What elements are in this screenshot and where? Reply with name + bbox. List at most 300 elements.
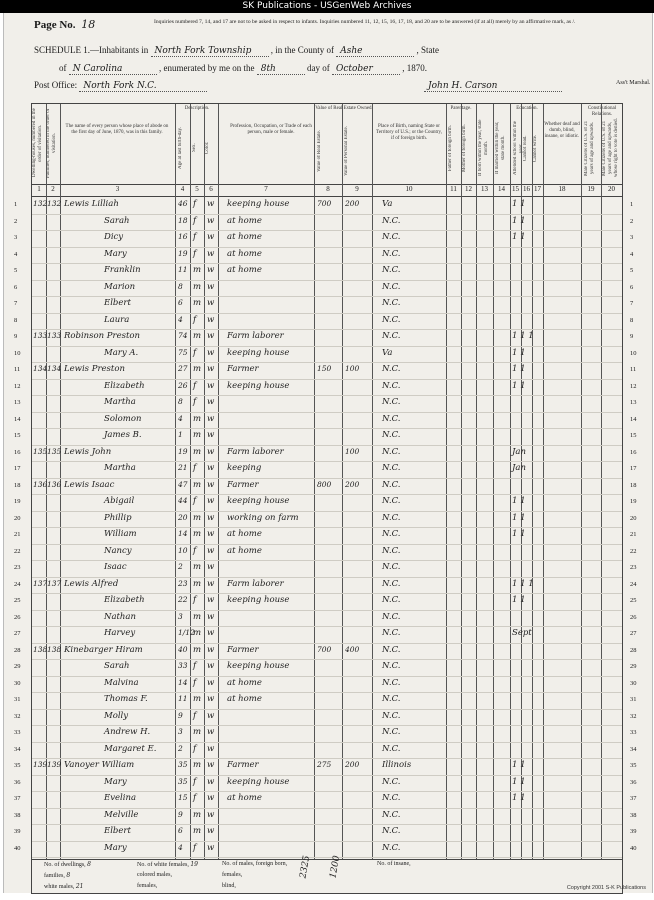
column-number: 15 xyxy=(512,185,519,193)
cell-re: 150 xyxy=(317,364,332,373)
cell-age: 3 xyxy=(178,727,183,736)
cell-sex: m xyxy=(193,281,202,292)
row-number-right: 20 xyxy=(630,514,637,522)
census-row xyxy=(14,329,634,347)
cell-name: Lewis Isaac xyxy=(64,479,115,490)
cell-fam: 138 xyxy=(47,644,62,654)
census-row xyxy=(14,428,637,446)
cell-name: Malvina xyxy=(104,677,139,688)
colored-females-count: females, xyxy=(137,883,158,889)
cell-color: w xyxy=(207,512,215,523)
cell-re: 700 xyxy=(317,199,332,208)
census-row xyxy=(14,412,637,430)
row-number-right: 3 xyxy=(630,234,634,241)
row-number-right: 27 xyxy=(630,630,637,637)
cell-birth: N.C. xyxy=(382,809,401,820)
census-row xyxy=(14,313,634,331)
cell-birth: N.C. xyxy=(382,430,401,440)
cell-age: 44 xyxy=(178,496,188,505)
cell-age: 1 xyxy=(178,430,183,439)
parentage-head: Parentage. xyxy=(450,106,472,111)
cell-color: w xyxy=(207,611,215,622)
cell-occ: keeping house xyxy=(227,776,290,787)
row-number-left: 33 xyxy=(14,729,21,736)
cell-color: w xyxy=(207,727,215,737)
cell-dw: 135 xyxy=(33,446,48,456)
cell-name: Melville xyxy=(104,809,139,820)
cell-birth: N.C. xyxy=(382,842,401,853)
cell-birth: Va xyxy=(382,199,393,209)
census-row xyxy=(14,709,637,727)
cell-marks: 1 1 xyxy=(512,199,526,209)
cell-sex: m xyxy=(193,826,202,836)
row-number-right: 9 xyxy=(630,333,634,340)
row-number-right: 22 xyxy=(630,547,637,555)
row-number-right: 25 xyxy=(630,597,637,604)
row-number-left: 11 xyxy=(14,366,21,373)
cell-age: 6 xyxy=(178,298,183,307)
cell-name: Mary xyxy=(104,842,127,853)
col9-head: Value of Personal Estate. xyxy=(344,126,349,177)
row-number-left: 16 xyxy=(14,448,21,456)
row-number-left: 21 xyxy=(14,531,21,538)
cell-sex: f xyxy=(193,232,197,242)
cell-color: w xyxy=(207,661,215,671)
census-row xyxy=(14,346,637,364)
col8-head: Value of Real Estate. xyxy=(317,130,322,173)
cell-birth: N.C. xyxy=(382,479,401,490)
cell-color: w xyxy=(207,677,215,688)
row-number-right: 28 xyxy=(630,646,637,654)
column-number: 8 xyxy=(326,185,330,193)
cell-marks: 1 1 xyxy=(512,380,526,391)
row-number-right: 19 xyxy=(630,498,637,505)
cell-color: w xyxy=(207,644,215,655)
row-number-right: 40 xyxy=(630,844,637,852)
census-row xyxy=(14,296,634,314)
census-row xyxy=(14,593,637,611)
cell-color: w xyxy=(207,463,215,473)
cell-birth: N.C. xyxy=(382,661,401,671)
row-number-left: 7 xyxy=(14,300,18,307)
cell-age: 27 xyxy=(178,364,188,373)
cell-birth: N.C. xyxy=(382,314,401,325)
cell-name: Elizabeth xyxy=(104,595,145,605)
cell-birth: N.C. xyxy=(382,595,401,605)
cell-fam: 136 xyxy=(47,479,62,489)
cell-marks: 1 1 xyxy=(512,347,526,358)
cell-marks: 1 1 1 xyxy=(512,578,534,589)
cell-occ: keeping house xyxy=(227,595,290,605)
cell-sex: m xyxy=(193,265,202,275)
cell-name: Elbert xyxy=(104,298,131,308)
census-row xyxy=(14,230,634,248)
cell-age: 11 xyxy=(178,694,188,703)
row-number-left: 30 xyxy=(14,679,21,687)
column-number: 12 xyxy=(465,185,472,193)
cell-color: w xyxy=(207,776,215,787)
cell-age: 23 xyxy=(178,578,188,588)
cell-sex: f xyxy=(193,776,197,787)
col17-head: Cannot write. xyxy=(533,134,538,162)
census-row xyxy=(14,676,637,694)
cell-age: 33 xyxy=(178,661,188,670)
cell-age: 35 xyxy=(178,760,188,769)
cell-name: Thomas F. xyxy=(104,694,148,704)
col12-head: Mother of foreign birth. xyxy=(462,124,467,172)
page-number-value: 18 xyxy=(81,18,96,31)
post-office-field: North Fork N.C. xyxy=(79,81,207,92)
cell-sex: m xyxy=(193,644,202,655)
cell-birth: N.C. xyxy=(382,446,401,457)
cell-color: w xyxy=(207,479,215,490)
census-row xyxy=(14,247,634,265)
cell-color: w xyxy=(207,595,215,605)
instructions: Inquiries numbered 7, 14, and 17 are not to be asked in respect to infants. Inquiries numbered 11, 12, 15, 16, 17, 18, and 20 are to be answered (if at all) merely by an affirmative mark, as /. xyxy=(154,19,576,25)
cell-age: 35 xyxy=(178,776,188,786)
column-number: 18 xyxy=(558,185,566,193)
cell-color: w xyxy=(207,347,215,358)
cell-color: w xyxy=(207,710,215,721)
cell-occ: at home xyxy=(227,232,262,242)
cell-sex: m xyxy=(193,611,202,622)
row-number-left: 27 xyxy=(14,630,21,637)
row-number-left: 31 xyxy=(14,696,21,703)
column-number: 9 xyxy=(355,185,359,193)
row-number-left: 14 xyxy=(14,415,21,423)
cell-marks: 1 1 xyxy=(512,232,526,242)
census-row xyxy=(14,610,637,628)
row-number-right: 30 xyxy=(630,679,637,687)
cell-re: 800 xyxy=(317,479,332,489)
colored-males-count: colored males, xyxy=(137,872,172,878)
cell-birth: N.C. xyxy=(382,628,401,638)
cell-pe: 200 xyxy=(345,760,360,769)
cell-birth: N.C. xyxy=(382,826,401,836)
cell-birth: N.C. xyxy=(382,562,401,572)
row-number-right: 6 xyxy=(630,283,634,291)
cell-name: Sarah xyxy=(104,215,130,226)
row-number-right: 11 xyxy=(630,366,637,373)
col11-head: Father of foreign birth. xyxy=(448,125,453,171)
cell-age: 8 xyxy=(178,281,183,291)
cell-occ: keeping house xyxy=(227,661,290,671)
cell-name: Mary xyxy=(104,776,127,787)
census-row xyxy=(14,197,634,215)
census-row xyxy=(14,445,637,463)
col16-head: Cannot read. xyxy=(523,135,528,161)
cell-age: 4 xyxy=(178,314,183,324)
cell-color: w xyxy=(207,364,215,374)
cell-fam: 135 xyxy=(47,446,62,456)
blind-count: blind, xyxy=(222,883,236,889)
row-number-right: 23 xyxy=(630,564,637,571)
col3-head: The name of every person whose place of abode on the first day of June, 1870, was in this family. xyxy=(65,124,169,135)
personal-estate-total: 1200 xyxy=(328,854,343,880)
row-number-left: 39 xyxy=(14,828,21,835)
cell-age: 75 xyxy=(178,347,188,357)
census-row xyxy=(14,643,637,661)
cell-name: Andrew H. xyxy=(104,727,151,737)
cell-age: 15 xyxy=(178,793,188,802)
cell-birth: N.C. xyxy=(382,248,401,259)
cell-color: w xyxy=(207,430,215,440)
row-number-right: 1 xyxy=(630,201,634,208)
schedule-line xyxy=(34,45,439,57)
cell-sex: f xyxy=(193,397,197,407)
census-row xyxy=(14,494,637,512)
row-number-left: 4 xyxy=(14,250,18,258)
col10-head: Place of Birth, naming State or Territory of U.S.; or the Country, if of foreign birth. xyxy=(376,124,442,141)
cell-occ: at home xyxy=(227,248,262,259)
cell-color: w xyxy=(207,298,215,308)
cell-sex: f xyxy=(193,595,197,605)
row-number-left: 13 xyxy=(14,399,21,406)
row-number-right: 24 xyxy=(630,580,637,588)
col19-head: Male Citizens of U.S. of 21 years of age and upwards. xyxy=(584,120,595,176)
cell-birth: N.C. xyxy=(382,512,401,523)
row-number-right: 38 xyxy=(630,811,637,819)
cell-marks: Jan xyxy=(512,463,526,473)
cell-birth: N.C. xyxy=(382,529,401,539)
copyright: Copyright 2001 S-K Publications xyxy=(566,885,646,891)
census-row xyxy=(14,478,637,496)
cell-name: Isaac xyxy=(104,562,127,572)
constitutional-head: Constitutional Relations. xyxy=(587,106,617,117)
cell-name: Lewis Alfred xyxy=(64,578,119,589)
census-row xyxy=(14,280,634,298)
cell-age: 46 xyxy=(178,199,188,208)
families-count: families, 8 xyxy=(44,872,71,879)
cell-sex: f xyxy=(193,380,197,391)
cell-occ: Farmer xyxy=(227,364,259,374)
cell-sex: m xyxy=(193,628,202,638)
cell-birth: N.C. xyxy=(382,545,401,556)
cell-pe: 200 xyxy=(345,479,360,489)
cell-age: 4 xyxy=(178,842,183,852)
column-number: 4 xyxy=(180,185,185,193)
cell-name: Kinebarger Hiram xyxy=(64,644,143,655)
cell-sex: f xyxy=(193,793,197,803)
row-number-right: 29 xyxy=(630,663,637,670)
row-number-left: 2 xyxy=(14,217,18,225)
row-number-left: 25 xyxy=(14,597,21,604)
column-number: 2 xyxy=(51,185,55,193)
cell-birth: N.C. xyxy=(382,281,401,292)
row-number-left: 32 xyxy=(14,712,21,720)
cell-age: 18 xyxy=(178,215,188,225)
cell-name: Molly xyxy=(104,710,129,721)
row-number-right: 37 xyxy=(630,795,637,802)
cell-name: William xyxy=(104,529,137,539)
cell-dw: 136 xyxy=(33,479,48,489)
cell-marks: 1 1 xyxy=(512,793,526,803)
cell-age: 19 xyxy=(178,248,188,258)
enum-text: , enumerated by me on the xyxy=(159,63,255,73)
cell-sex: m xyxy=(193,727,202,737)
cell-color: w xyxy=(207,199,215,209)
cell-age: 1/12 xyxy=(178,628,195,637)
census-row xyxy=(14,362,637,380)
year-label: , 1870. xyxy=(402,63,427,73)
census-row xyxy=(14,758,637,776)
foreign-males-count: No. of males, foreign born, xyxy=(222,861,288,867)
cell-sex: m xyxy=(193,809,202,820)
cell-fam: 137 xyxy=(47,578,62,588)
cell-marks: Sept xyxy=(512,628,532,638)
cell-age: 14 xyxy=(178,529,188,538)
row-number-left: 38 xyxy=(14,811,21,819)
cell-fam: 134 xyxy=(47,364,62,373)
cell-name: Harvey xyxy=(104,628,136,638)
cell-occ: Farm laborer xyxy=(227,446,284,457)
cell-occ: at home xyxy=(227,694,262,704)
cell-fam: 139 xyxy=(47,760,62,769)
cell-age: 3 xyxy=(178,611,183,621)
cell-name: Laura xyxy=(104,314,130,325)
cell-age: 26 xyxy=(178,380,188,390)
day-of-label: day of xyxy=(306,63,330,73)
row-number-right: 14 xyxy=(630,415,637,423)
cell-marks: 1 1 xyxy=(512,595,526,605)
col14-head: If married within the year, state month. xyxy=(495,121,506,175)
column-number: 13 xyxy=(481,185,488,193)
cell-sex: m xyxy=(193,413,202,424)
cell-age: 20 xyxy=(178,512,188,522)
cell-name: Martha xyxy=(104,463,136,473)
cell-age: 8 xyxy=(178,397,183,406)
value-head: Value of Real Estate Owned. xyxy=(315,106,373,111)
cell-marks: 1 1 xyxy=(512,529,526,539)
cell-birth: N.C. xyxy=(382,232,401,242)
cell-age: 19 xyxy=(178,446,188,456)
column-number: 3 xyxy=(115,185,120,193)
marshal-line xyxy=(424,80,562,92)
cell-occ: at home xyxy=(227,793,262,803)
column-number: 7 xyxy=(264,185,268,193)
cell-color: w xyxy=(207,826,215,836)
summary-footer xyxy=(31,854,623,894)
col18-head: Whether deaf and dumb, blind, insane, or idiotic. xyxy=(544,122,580,139)
education-head: Education. xyxy=(516,106,538,111)
cell-color: w xyxy=(207,446,215,457)
cell-name: Phillip xyxy=(104,512,132,523)
cell-birth: N.C. xyxy=(382,793,401,803)
state-suffix: , State xyxy=(416,45,439,55)
cell-birth: N.C. xyxy=(382,397,401,407)
cell-occ: at home xyxy=(227,215,262,226)
col6-head: Color. xyxy=(205,141,210,155)
cell-name: Solomon xyxy=(104,413,142,424)
insane-count: No. of insane, xyxy=(377,861,411,867)
cell-occ: Farmer xyxy=(227,760,259,770)
cell-occ: at home xyxy=(227,677,262,688)
cell-color: w xyxy=(207,331,215,341)
cell-occ: Farm laborer xyxy=(227,331,284,341)
row-number-left: 9 xyxy=(14,333,18,340)
white-males-count: white males, 21 xyxy=(44,883,84,890)
cell-occ: keeping xyxy=(227,463,262,473)
column-number: 1 xyxy=(37,185,41,193)
cell-pe: 100 xyxy=(345,364,360,373)
cell-pe: 200 xyxy=(345,199,360,208)
cell-age: 10 xyxy=(178,545,188,555)
row-number-right: 12 xyxy=(630,382,637,390)
cell-name: Mary xyxy=(104,248,127,259)
column-number: 6 xyxy=(209,185,213,193)
cell-sex: f xyxy=(193,347,197,358)
row-number-left: 28 xyxy=(14,646,21,654)
census-row xyxy=(14,791,637,809)
cell-color: w xyxy=(207,793,215,803)
cell-marks: 1 1 xyxy=(512,760,526,770)
row-number-left: 34 xyxy=(14,745,21,753)
row-number-right: 15 xyxy=(630,432,637,439)
cell-sex: f xyxy=(193,199,197,209)
description-head: Description. xyxy=(184,106,210,111)
cell-sex: m xyxy=(193,430,202,440)
cell-occ: at home xyxy=(227,529,262,539)
cell-occ: at home xyxy=(227,545,262,556)
cell-sex: m xyxy=(193,562,202,572)
row-number-right: 36 xyxy=(630,778,637,786)
cell-marks: 1 1 1 xyxy=(512,331,534,341)
cell-name: Lewis Preston xyxy=(64,364,125,374)
row-number-right: 13 xyxy=(630,399,637,406)
cell-birth: N.C. xyxy=(382,611,401,622)
cell-sex: m xyxy=(193,446,202,457)
cell-sex: f xyxy=(193,248,197,259)
row-number-right: 7 xyxy=(630,300,634,307)
cell-age: 47 xyxy=(178,479,188,489)
cell-sex: f xyxy=(193,743,197,754)
cell-name: Abigail xyxy=(104,496,135,506)
cell-name: Elizabeth xyxy=(104,380,145,391)
column-number: 11 xyxy=(450,185,457,193)
cell-marks: 1 1 xyxy=(512,364,526,374)
census-row xyxy=(14,560,637,578)
column-number: 19 xyxy=(587,185,595,193)
census-row xyxy=(14,379,637,397)
post-office-label: Post Office: xyxy=(34,80,78,90)
column-header-band xyxy=(32,104,622,185)
cell-birth: N.C. xyxy=(382,677,401,688)
cell-sex: f xyxy=(193,710,197,721)
dwellings-count: No. of dwellings, 8 xyxy=(44,861,91,868)
census-row xyxy=(14,511,637,529)
month-field: October xyxy=(332,64,400,75)
cell-sex: m xyxy=(193,760,202,770)
column-number: 14 xyxy=(498,185,505,193)
white-females-count: No. of white females, 19 xyxy=(137,861,198,868)
census-row xyxy=(14,577,637,595)
cell-color: w xyxy=(207,578,215,589)
cell-sex: f xyxy=(193,677,197,688)
cell-sex: f xyxy=(193,661,197,671)
cell-color: w xyxy=(207,694,215,704)
cell-birth: N.C. xyxy=(382,694,401,704)
foreign-females-count: females, xyxy=(222,872,243,878)
cell-sex: m xyxy=(193,694,202,704)
cell-fam: 133 xyxy=(47,331,62,340)
cell-age: 6 xyxy=(178,826,183,835)
row-number-left: 26 xyxy=(14,613,21,621)
column-number: 10 xyxy=(405,185,413,193)
col5-head: Sex. xyxy=(192,143,197,153)
state-field: N Carolina xyxy=(69,64,157,75)
cell-birth: N.C. xyxy=(382,496,401,506)
cell-birth: N.C. xyxy=(382,215,401,226)
